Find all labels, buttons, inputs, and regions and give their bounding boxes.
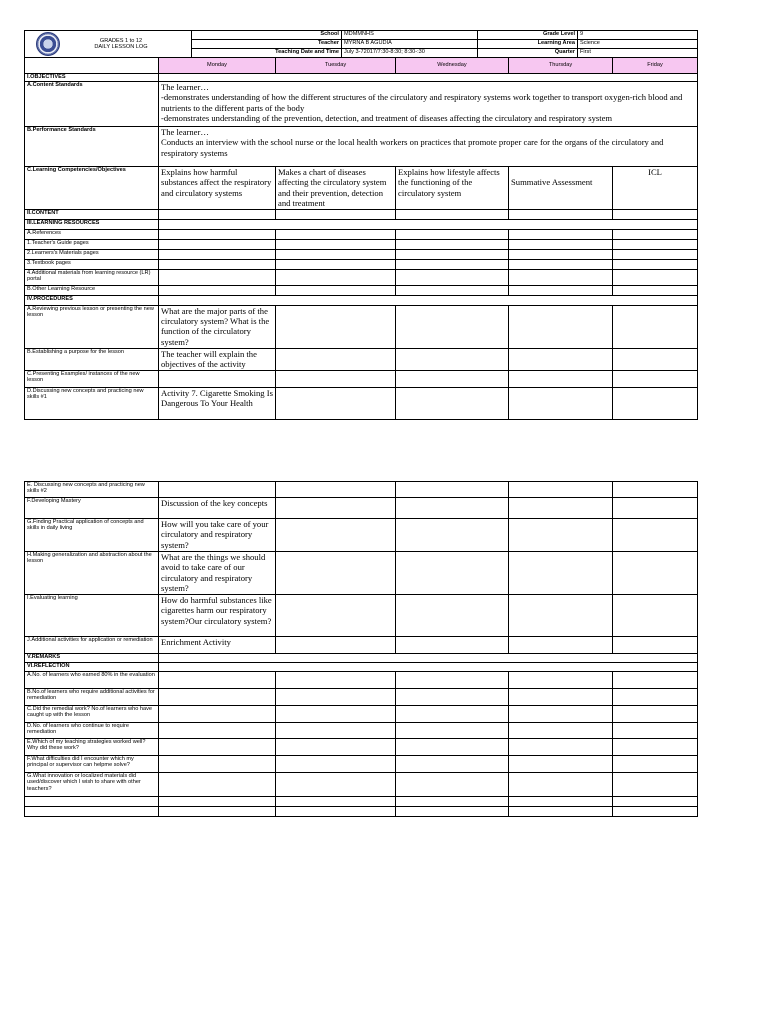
lesson-log-table-page2 <box>24 481 698 817</box>
textbook-label: 3.Textbook pages <box>25 259 159 269</box>
reviewing-monday: What are the major parts of the circulatory system? What is the function of the circulatory system? <box>159 305 276 348</box>
content-heading: II.CONTENT <box>25 209 159 219</box>
competency-tuesday: Makes a chart of diseases affecting the circulatory system and their prevention, detection and treatment <box>276 167 396 210</box>
grade-value: 9 <box>578 31 698 40</box>
teacher-label: Teacher <box>192 40 342 49</box>
examples-label: C.Presenting Examples/ instances of the new lesson <box>25 370 159 387</box>
practical-monday: How will you take care of your circulatory and respiratory system? <box>159 519 276 552</box>
discussing2-label: E. Discussing new concepts and practicing new skills #2 <box>25 482 159 498</box>
learners-materials-label: 2.Learners's Materials pages <box>25 249 159 259</box>
content-standards-label: A.Content Standards <box>25 82 159 127</box>
reflection-g-label: G.What innovation or localized materials did used/discover which I wish to share with other teachers? <box>25 773 159 797</box>
mastery-monday: Discussion of the key concepts <box>159 498 276 519</box>
lr-portal-label: 4.Additional materials from learning resource (LR) portal <box>25 269 159 285</box>
reflection-d-label: D.No. of learners who continue to require remediation <box>25 723 159 739</box>
header-title-cell <box>25 31 192 58</box>
reflection-heading: VI.REFLECTION <box>25 663 159 672</box>
reflection-e-label: E.Which of my teaching strategies worked well? Why did these work? <box>25 739 159 756</box>
evaluating-label: I.Evaluating learning <box>25 595 159 637</box>
header-table <box>24 30 698 58</box>
day-wednesday: Wednesday <box>396 58 509 74</box>
lesson-log-table-page1 <box>24 57 698 420</box>
discussing1-label: D.Discussing new concepts and practicing new skills #1 <box>25 387 159 419</box>
day-tuesday: Tuesday <box>276 58 396 74</box>
day-thursday: Thursday <box>509 58 613 74</box>
reviewing-label: A.Reviewing previous lesson or presenting the new lesson <box>25 305 159 348</box>
reflection-c-label: C.Did the remedial work? No.of learners who have caught up with the lesson <box>25 706 159 723</box>
day-monday: Monday <box>159 58 276 74</box>
performance-standards-text: The learner… Conducts an interview with the school nurse or the local health workers on practices that promote proper care for the organs of the circulatory and respiratory systems <box>159 127 698 167</box>
discussing1-monday: Activity 7. Cigarette Smoking Is Dangerous To Your Health <box>159 387 276 419</box>
mastery-label: F.Developing Mastery <box>25 498 159 519</box>
competency-wednesday: Explains how lifestyle affects the functioning of the circulatory system <box>396 167 509 210</box>
additional-label: J.Additional activities for application or remediation <box>25 637 159 654</box>
procedures-heading: IV.PROCEDURES <box>25 295 159 305</box>
teacher-value: MYRNA B AGUDIA <box>342 40 478 49</box>
school-label: School <box>192 31 342 40</box>
date-label: Teaching Date and Time <box>192 49 342 58</box>
purpose-monday: The teacher will explain the objectives of the activity <box>159 348 276 370</box>
quarter-label: Quarter <box>478 49 578 58</box>
grades-label: GRADES 1 to 12 <box>99 37 143 44</box>
competency-thursday: Summative Assessment <box>509 167 613 210</box>
grade-label: Grade Level <box>478 31 578 40</box>
competency-friday: ICL <box>613 167 698 210</box>
reflection-a-label: A.No. of learners who earned 80% in the evaluation <box>25 672 159 689</box>
area-value: Science <box>578 40 698 49</box>
school-value: MDMMNHS <box>342 31 478 40</box>
objectives-heading: I.OBJECTIVES <box>25 74 159 82</box>
other-resources-label: B.Other Learning Resource <box>25 285 159 295</box>
day-friday: Friday <box>613 58 698 74</box>
competencies-label: C.Learning Competencies/Objectives <box>25 167 159 210</box>
generalization-label: H.Making generalization and abstraction about the lesson <box>25 552 159 595</box>
learning-resources-heading: III.LEARNING RESOURCES <box>25 219 159 229</box>
remarks-heading: V.REMARKS <box>25 654 159 663</box>
teachers-guide-label: 1.Teacher's Guide pages <box>25 239 159 249</box>
competency-monday: Explains how harmful substances affect the respiratory and circulatory systems <box>159 167 276 210</box>
references-label: A.References <box>25 229 159 239</box>
date-value: July 3-72017/7:30-8:30; 8:30-:30 <box>342 49 478 58</box>
performance-standards-label: B.Performance Standards <box>25 127 159 167</box>
purpose-label: B.Establishing a purpose for the lesson <box>25 348 159 370</box>
content-standards-text: The learner… -demonstrates understanding of how the different structures of the circulatory and respiratory systems work together to transport oxygen-rich blood and nutrients to the different parts of the body -demonstrates understanding of the prevention, detection, and treatment of diseases affecting the circulatory and respiratory system <box>159 82 698 127</box>
reflection-f-label: F.What difficulties did I encounter which my principal or supervisor can helpme solve? <box>25 756 159 773</box>
additional-monday: Enrichment Activity <box>159 637 276 654</box>
quarter-value: First <box>578 49 698 58</box>
generalization-monday: What are the things we should avoid to take care of our circulatory and respiratory system? <box>159 552 276 595</box>
log-title: DAILY LESSON LOG <box>94 44 148 50</box>
practical-label: G.Finding Practical application of concepts and skills in daily living <box>25 519 159 552</box>
reflection-b-label: B.No.of learners who require additional activities for remediation <box>25 689 159 706</box>
area-label: Learning Area <box>478 40 578 49</box>
evaluating-monday: How do harmful substances like cigarettes harm our respiratory system?Our circulatory system? <box>159 595 276 637</box>
